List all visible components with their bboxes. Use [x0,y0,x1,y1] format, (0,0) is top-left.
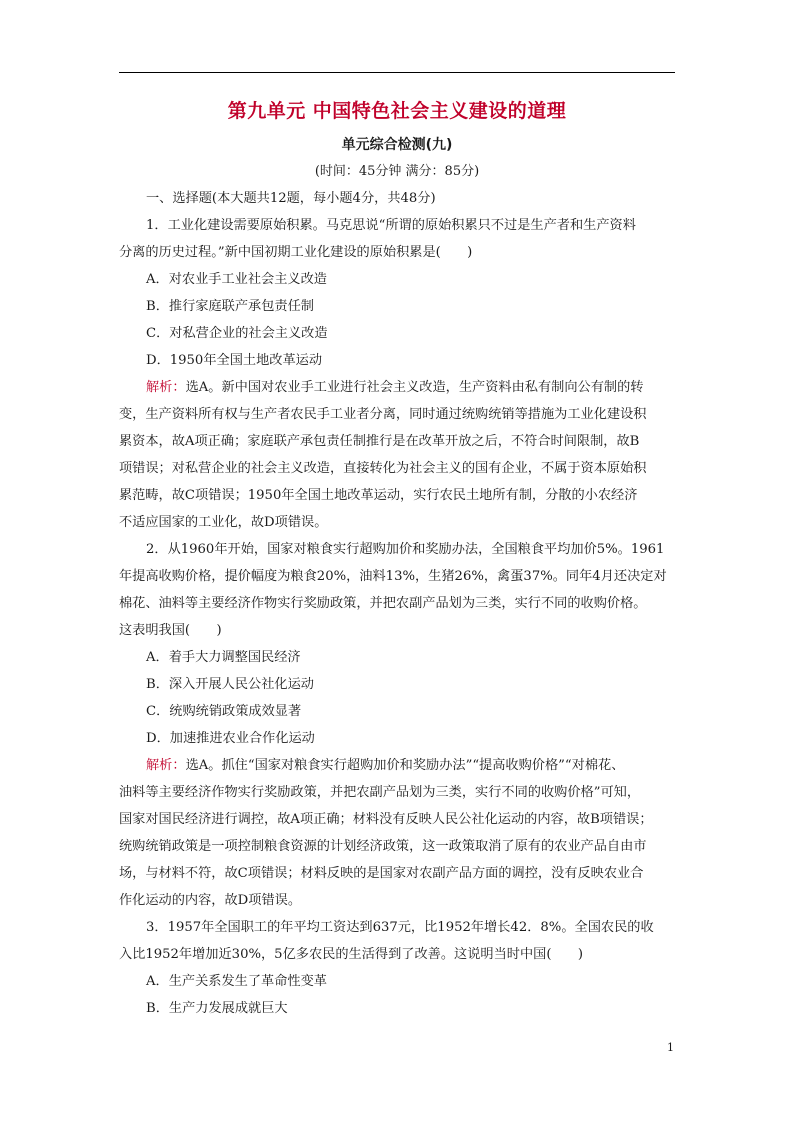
analysis-label: 解析： [146,758,186,773]
q1-analysis-line [119,374,675,401]
q2-analysis-line: 场，与材料不符，故C项错误；材料反映的是国家对农副产品方面的调控，没有反映农业合 [119,866,644,881]
analysis-label: 解析： [146,380,186,395]
q2-option-a: A．着手大力调整国民经济 [146,650,301,665]
q2-stem-line: 这表明我国( ) [119,623,222,638]
q1-analysis-line: 变，生产资料所有权与生产者农民手工业者分离，同时通过统购统销等措施为工业化建设积 [119,407,647,422]
q1-analysis-line: 不适应国家的工业化，故D项错误。 [119,515,328,530]
q2-option-c: C．统购统销政策成效显著 [146,704,302,719]
q3-option-b: B．生产力发展成就巨大 [146,1001,288,1016]
q2-stem-line: 棉花、油料等主要经济作物实行奖励政策，并把农副产品划为三类，实行不同的收购价格。 [119,596,647,611]
q1-analysis-line: 累范畴，故C项错误；1950年全国土地改革运动，实行农民土地所有制，分散的小农经济 [119,488,638,503]
page-number: 1 [667,1041,674,1054]
q1-option-c: C．对私营企业的社会主义改造 [146,326,328,341]
time-info: (时间：45分钟 满分：85分) [314,164,480,179]
q1-option-a: A．对农业手工业社会主义改造 [146,272,327,287]
q1-stem-line: 1．工业化建设需要原始积累。马克思说“所谓的原始积累只不过是生产者和生产资料 [146,218,636,233]
section-heading: 一、选择题(本大题共12题，每小题4分，共48分) [146,191,436,206]
q2-stem-line: 年提高收购价格，提价幅度为粮食20%，油料13%，生猪26%，禽蛋37%。同年4月还决定对 [119,569,667,584]
q2-stem-line: 2．从1960年开始，国家对粮食实行超购加价和奖励办法，全国粮食平均加价5%。1961 [146,542,665,557]
header-rule [119,72,675,73]
q2-option-b: B．深入开展人民公社化运动 [146,677,314,692]
q1-analysis-line: 累资本，故A项正确；家庭联产承包责任制推行是在改革开放之后，不符合时间限制，故B [119,434,640,449]
q2-analysis-line: 油料等主要经济作物实行奖励政策，并把农副产品划为三类，实行不同的收购价格”可知， [119,785,641,800]
test-subtitle: 单元综合检测(九) [341,137,453,153]
q2-analysis-line: 统购统销政策是一项控制粮食资源的计划经济政策，这一政策取消了原有的农业产品自由市 [119,839,647,854]
question-content [119,185,675,1022]
q2-analysis-line [119,752,675,779]
q2-analysis-line: 国家对国民经济进行调控，故A项正确；材料没有反映人民公社化运动的内容，故B项错误； [119,812,653,827]
analysis-text: 选A。新中国对农业手工业进行社会主义改造，生产资料由私有制向公有制的转 [185,380,644,395]
q2-analysis-line: 作化运动的内容，故D项错误。 [119,893,302,908]
q2-option-d: D．加速推进农业合作化运动 [146,731,315,746]
page-title: 第九单元 中国特色社会主义建设的道理 [227,100,567,122]
q3-option-a: A．生产关系发生了革命性变革 [146,974,327,989]
q1-analysis-line: 项错误；对私营企业的社会主义改造，直接转化为社会主义的国有企业，不属于资本原始积 [119,461,647,476]
q1-option-b: B．推行家庭联产承包责任制 [146,299,314,314]
analysis-text: 选A。抓住“国家对粮食实行超购加价和奖励办法”“提高收购价格”“对棉花、 [185,758,625,773]
q3-stem-line: 3．1957年全国职工的年平均工资达到637元，比1952年增长42．8%。全国农民的收 [146,920,654,935]
q1-stem-line: 分离的历史过程。”新中国初期工业化建设的原始积累是( ) [119,245,473,260]
q3-stem-line: 入比1952年增加近30%，5亿多农民的生活得到了改善。这说明当时中国( ) [119,947,583,962]
q1-option-d: D．1950年全国土地改革运动 [146,353,323,368]
